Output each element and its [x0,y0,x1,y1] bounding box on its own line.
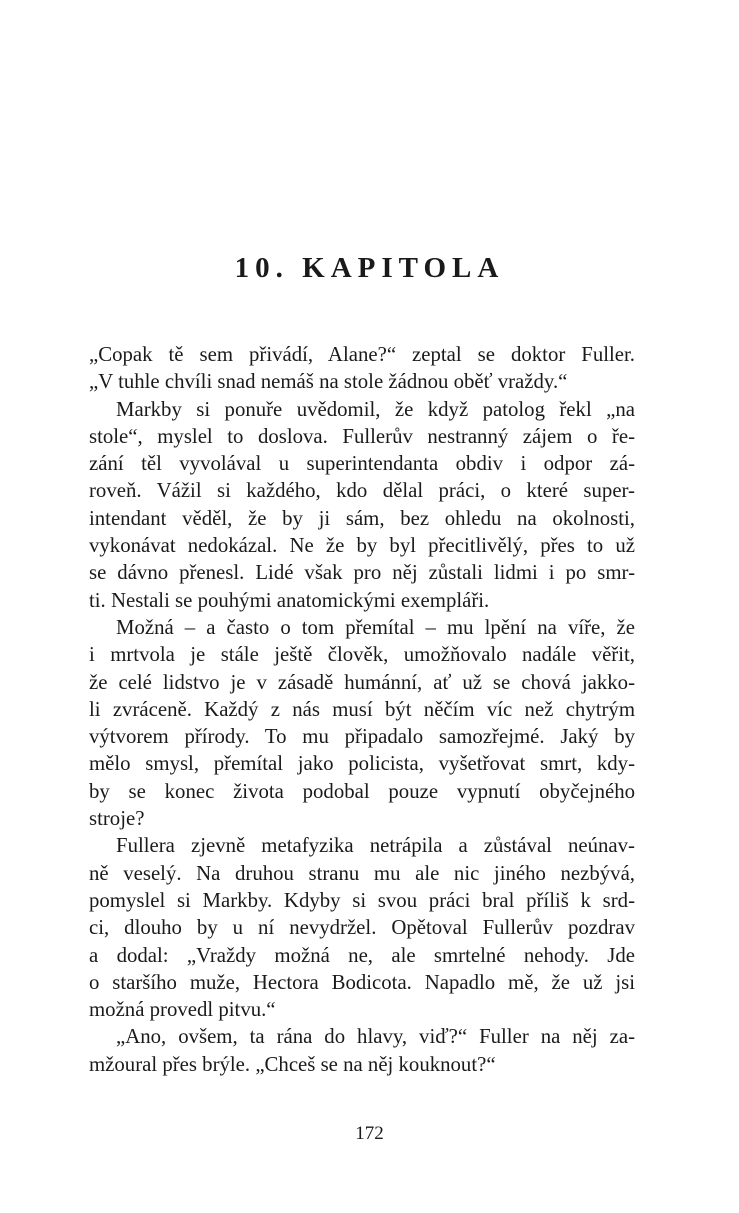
text-line: ci, dlouho by u ní nevydržel. Opětoval Fullerův pozdrav [89,916,635,940]
text-line: zání těl vyvolával u superintendanta obdiv i odpor zá- [89,452,635,476]
text-line: i mrtvola je stále ještě člověk, umožňovalo nadále věřit, [89,643,635,667]
text-line: roveň. Vážil si každého, kdo dělal práci, o které super- [89,479,635,503]
text-line: Markby si ponuře uvědomil, že když patolog řekl „na [116,397,635,421]
text-line: intendant věděl, že by ji sám, bez ohledu na okolnosti, [89,506,635,530]
text-line: mělo smysl, přemítal jako policista, vyšetřovat smrt, kdy- [89,752,635,776]
text-line: se dávno přenesl. Lidé však pro něj zůstali lidmi i po smr- [89,561,635,585]
page-number: 172 [355,1123,384,1144]
text-line: mžoural přes brýle. „Chceš se na něj kouknout?“ [89,1052,496,1076]
text-line: „Ano, ovšem, ta rána do hlavy, viď?“ Fuller na něj za- [116,1025,635,1049]
text-line: stole“, myslel to doslova. Fullerův nestranný zájem o ře- [89,424,635,448]
text-line: výtvorem přírody. To mu připadalo samozřejmé. Jaký by [89,725,635,749]
text-line: by se konec života podobal pouze vypnutí obyčejného [89,779,635,803]
body-text [89,341,635,1078]
text-line: li zvráceně. Každý z nás musí být něčím víc než chytrým [89,697,635,721]
text-line: stroje? [89,807,145,831]
text-line: o staršího muže, Hectora Bodicota. Napadlo mě, že už jsi [89,970,635,994]
text-line: ti. Nestali se pouhými anatomickými exempláři. [89,588,490,612]
text-line: vykonávat nedokázal. Ne že by byl přecitlivělý, přes to už [89,534,635,558]
text-line: a dodal: „Vraždy možná ne, ale smrtelné nehody. Jde [89,943,635,967]
text-line: „Copak tě sem přivádí, Alane?“ zeptal se doktor Fuller. [89,343,635,366]
text-line: že celé lidstvo je v zásadě humánní, ať už se chová jakko- [89,670,635,694]
text-line: ně veselý. Na druhou stranu mu ale nic jiného nezbývá, [89,861,635,885]
text-line: Možná – a často o tom přemítal – mu lpění na víře, že [116,615,635,639]
text-line: možná provedl pitvu.“ [89,998,276,1022]
text-line: Fullera zjevně metafyzika netrápila a zůstával neúnav- [116,834,635,858]
text-line: „V tuhle chvíli snad nemáš na stole žádnou oběť vraždy.“ [89,370,568,394]
chapter-title: 10. KAPITOLA [234,252,505,284]
text-line: pomyslel si Markby. Kdyby si svou práci bral příliš k srd- [89,888,635,912]
